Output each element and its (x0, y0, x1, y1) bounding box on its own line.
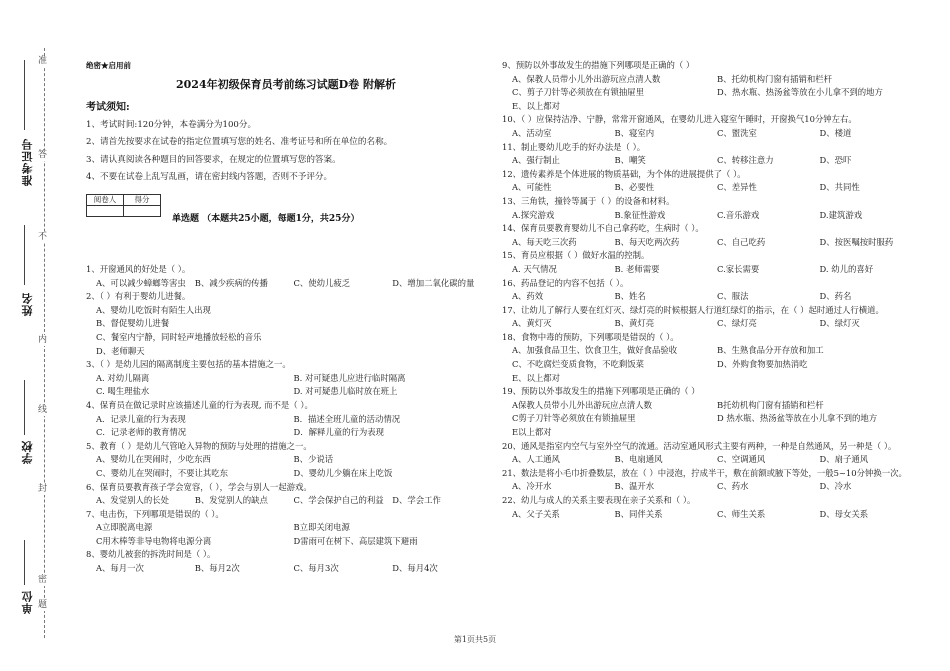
answer-option[interactable]: A、每月一次 (96, 563, 144, 574)
answer-option[interactable]: B、每天吃两次药 (614, 236, 680, 247)
cut-mark: 封 (38, 484, 48, 494)
answer-option[interactable]: B、发觉别人的缺点 (194, 495, 268, 506)
question-text: 16、药品登记的内容不包括（ ）。 (502, 277, 629, 288)
answer-option[interactable]: A、冷开水 (512, 481, 552, 492)
answer-option[interactable]: C剪子刀针等必须放在有锁抽屉里 (512, 413, 636, 424)
option-group (502, 263, 922, 277)
question-block (502, 277, 922, 304)
option-group (502, 154, 922, 168)
answer-option[interactable]: B、同伴关系 (614, 508, 663, 519)
answer-option[interactable]: A.探究游戏 (512, 209, 555, 220)
secret-label: 绝密★启用前 (86, 61, 131, 70)
answer-option[interactable]: B、温开水 (614, 481, 655, 492)
answer-option[interactable]: C、药水 (717, 481, 749, 492)
answer-option[interactable]: C．记录老师的教育情况 (96, 427, 187, 438)
question-block (86, 481, 491, 508)
answer-option[interactable]: B.象征性游戏 (614, 209, 666, 220)
answer-option[interactable]: A、强行制止 (512, 155, 560, 166)
answer-option[interactable]: C.家长需要 (717, 263, 760, 274)
answer-option[interactable]: D、楼道 (819, 127, 852, 138)
cut-mark: 题 (38, 600, 48, 610)
answer-option[interactable]: B、每月2次 (194, 563, 240, 574)
question-block (502, 440, 922, 467)
question-block (86, 358, 491, 399)
binding-margin (0, 0, 60, 671)
option-group (502, 399, 922, 440)
answer-option[interactable]: A、人工通风 (512, 454, 560, 465)
score-header: 得分 (124, 195, 161, 206)
answer-option[interactable]: B、姓名 (614, 291, 646, 302)
score-cell[interactable] (124, 206, 161, 217)
option-group (502, 453, 922, 467)
answer-option[interactable]: A、父子关系 (512, 508, 560, 519)
question-block (86, 508, 491, 549)
answer-option[interactable]: B. 老师需要 (614, 263, 660, 274)
answer-option[interactable]: D、恐吓 (819, 155, 852, 166)
option-group (502, 181, 922, 195)
question-block (502, 113, 922, 140)
option-group (86, 562, 491, 576)
question-text: 12、遗传素养是个体进展的物质基础，为个体的进展提供了（ ）。 (502, 168, 746, 179)
option-group (86, 521, 491, 548)
answer-option[interactable]: C、师生关系 (717, 508, 766, 519)
option-group (86, 277, 491, 291)
option-group (86, 494, 491, 508)
answer-option[interactable]: A、每天吃三次药 (512, 236, 577, 247)
answer-option[interactable]: B立即关闭电源 (293, 522, 350, 533)
reviewer-header: 阅卷人 (87, 195, 124, 206)
notice-list (86, 117, 486, 187)
answer-option[interactable]: A保教人员带小儿外出游玩应点清人数 (512, 399, 653, 410)
question-text: 18、食物中毒的预防，下列哪项是错误的（ ）。 (502, 331, 679, 342)
cut-mark: 线 (38, 405, 48, 415)
answer-option[interactable]: A、婴幼儿吃饭时有陌生人出现 (96, 304, 211, 315)
score-table (86, 194, 161, 217)
question-block (502, 141, 922, 168)
answer-option[interactable]: B、寝室内 (614, 127, 655, 138)
answer-option[interactable]: A、黄灯灭 (512, 318, 552, 329)
answer-option[interactable]: D雷雨可在树下、高层建筑下避雨 (293, 535, 418, 546)
notice-item: 3、请认真阅读各种题目的回答要求，在规定的位置填写您的答案。 (86, 154, 341, 165)
answer-option[interactable]: C、不吃腐烂变质食物，不吃剩饭菜 (512, 359, 645, 370)
option-group (86, 304, 491, 358)
answer-option[interactable]: D.建筑游戏 (819, 209, 863, 220)
answer-option[interactable]: E、以上都对 (512, 372, 560, 383)
questions-left-column (86, 263, 491, 576)
field-label-name: 姓名 (21, 292, 34, 316)
option-group (502, 508, 922, 522)
answer-option[interactable]: B、电扇通风 (614, 454, 663, 465)
answer-option[interactable]: D、外购食物要加热消吃 (717, 359, 808, 370)
question-text: 17、让幼儿了解行人要在红灯灭、绿灯亮的时候根据人行道红绿灯的指示，在（ ）起时通过人行横道。 (502, 304, 884, 315)
answer-option[interactable]: D、母女关系 (819, 508, 869, 519)
answer-option[interactable]: B．描述全班儿童的活动情况 (293, 413, 401, 424)
answer-option[interactable]: C、服法 (717, 291, 749, 302)
answer-option[interactable]: D、药名 (819, 291, 852, 302)
answer-option[interactable]: A、可能性 (512, 182, 552, 193)
cut-mark: 内 (38, 335, 48, 345)
question-text: 20、通风是指室内空气与室外空气的流通。活动室通风形式主要有两种，一种是自然通风，另一种是（ ）。 (502, 440, 897, 451)
answer-option[interactable]: B、必要性 (614, 182, 655, 193)
answer-option[interactable]: B、嘲笑 (614, 155, 646, 166)
answer-option[interactable]: D. 幼儿的喜好 (819, 263, 874, 274)
question-text: 19、预防以外事故发生的措施下列哪项是正确的（ ） (502, 386, 700, 397)
answer-option[interactable]: C.音乐游戏 (717, 209, 760, 220)
answer-option[interactable]: D、热水瓶、热汤盆等放在小儿拿不到的地方 (717, 87, 883, 98)
answer-option[interactable]: D、按医嘱按时服药 (819, 236, 894, 247)
answer-option[interactable]: E、以上都对 (512, 100, 560, 111)
cut-mark: 不 (38, 232, 48, 242)
answer-option[interactable]: E以上都对 (512, 427, 552, 438)
option-group (502, 317, 922, 331)
answer-option[interactable]: B、黄灯亮 (614, 318, 655, 329)
field-line-name[interactable] (24, 225, 25, 285)
answer-option[interactable]: D、婴幼儿少躺在床上吃饭 (293, 467, 393, 478)
option-group (502, 209, 922, 223)
question-text: 1、开窗通风的好处是（ ）。 (86, 264, 191, 274)
field-line-unit[interactable] (24, 540, 25, 585)
question-block (502, 385, 922, 439)
question-text: 11、制止婴幼儿吃手的好办法是（ ）。 (502, 141, 646, 152)
question-text: 14、保育员要教育婴幼儿不自己拿药吃，生病时（ ）。 (502, 223, 704, 234)
field-line-exam-id[interactable] (24, 60, 25, 130)
question-block (86, 399, 491, 440)
question-text: 3、（ ）是幼儿园的隔离制度主要包括的基本措施之一。 (86, 359, 291, 370)
answer-option[interactable]: C、学会保护自己的利益 (293, 495, 384, 506)
question-text: 8、婴幼儿被套的拆洗时间是（ ）。 (86, 549, 216, 560)
page-title: 2024年初级保育员考前练习试题D卷 附解析 (176, 78, 396, 91)
answer-option[interactable]: A、加强食品卫生、饮食卫生，做好食品验收 (512, 345, 678, 356)
notice-item: 1、考试时间:120分钟，本卷满分为100分。 (86, 120, 257, 130)
question-text: 9、预防以外事故发生的措施下列哪项是正确的（ ） (502, 60, 695, 70)
cut-mark: 密 (38, 575, 48, 585)
answer-option[interactable]: A、可以减少蟑螂等害虫 (96, 277, 186, 288)
question-block (86, 290, 491, 358)
answer-option[interactable]: C、婴幼儿在哭闹时，不要让其吃东 (96, 467, 229, 478)
answer-option[interactable]: C、空调通风 (717, 454, 766, 465)
answer-option[interactable]: D．解释儿童的行为表现 (293, 427, 384, 438)
question-text: 6、保育员要教育孩子学会宽容，（ ），学会与别人一起游戏。 (86, 481, 312, 492)
cut-mark: 答 (38, 150, 48, 160)
answer-option[interactable]: A、药效 (512, 291, 544, 302)
option-group (502, 344, 922, 385)
question-block (86, 440, 491, 481)
answer-option[interactable]: D、冷水 (819, 481, 852, 492)
question-text: 13、三角铁，撞铃等属于（ ）的设备和材料。 (502, 195, 675, 206)
answer-option[interactable]: D 热水瓶、热汤盆等放在小儿拿不到的地方 (717, 413, 878, 424)
option-group (502, 290, 922, 304)
notice-heading: 考试须知: (86, 102, 130, 113)
question-text: 4、保育员在做记录时应该描述儿童的行为表现, 而不是（ ）。 (86, 399, 313, 410)
answer-option[interactable]: C、自己吃药 (717, 236, 766, 247)
answer-option[interactable]: C、绿灯亮 (717, 318, 757, 329)
question-block (502, 304, 922, 331)
question-text: 2、（ ）有利于婴幼儿进餐。 (86, 291, 191, 302)
answer-option[interactable]: C、剪子刀针等必须放在有锁抽屉里 (512, 87, 645, 98)
answer-option[interactable]: A、保教人员带小儿外出游玩应点清人数 (512, 73, 661, 84)
notice-item: 4、不要在试卷上乱写乱画，请在密封线内答题，否则不予评分。 (86, 172, 333, 183)
answer-option[interactable]: D、扇子通风 (819, 454, 869, 465)
question-block (502, 168, 922, 195)
question-text: 21、数法是将小毛巾折叠数层，放在（ ）中浸泡，拧成半干，敷在前额或腋下等处，一般5~10分钟换一次。 (502, 467, 907, 478)
answer-option[interactable]: D、每月4次 (392, 563, 438, 574)
answer-option[interactable]: B、生熟食品分开存放和加工 (717, 345, 824, 356)
answer-option[interactable]: B托幼机构门窗有插销和栏杆 (717, 399, 824, 410)
answer-option[interactable]: A. 天气情况 (512, 263, 557, 274)
question-block (86, 263, 491, 290)
field-label-school: 学校 (21, 440, 34, 464)
answer-option[interactable]: B、少说话 (293, 454, 334, 465)
answer-option[interactable]: D、绿灯灭 (819, 318, 860, 329)
section-heading: 单选题 （本题共25小题，每题1分，共25分） (172, 214, 360, 224)
question-block (502, 59, 922, 113)
answer-option[interactable]: D、学会工作 (392, 495, 441, 506)
question-block (502, 331, 922, 385)
question-block (86, 548, 491, 575)
question-block (502, 494, 922, 521)
answer-option[interactable]: B、督促婴幼儿进餐 (96, 318, 170, 329)
answer-option[interactable]: B、托幼机构门窗有插销和栏杆 (717, 73, 833, 84)
answer-option[interactable]: A. 对幼儿隔离 (96, 372, 150, 383)
answer-option[interactable]: C、转移注意力 (717, 155, 774, 166)
notice-item: 2、请首先按要求在试卷的指定位置填写您的姓名、准考证号和所在单位的名称。 (86, 137, 393, 148)
option-group (502, 73, 922, 114)
answer-option[interactable]: A、发觉别人的长处 (96, 495, 170, 506)
answer-option[interactable]: C、每月3次 (293, 563, 339, 574)
answer-option[interactable]: B、减少疾病的传播 (194, 277, 268, 288)
question-text: 5、教育（ ）是幼儿气管呛入异物的预防与处理的措施之一。 (86, 440, 312, 451)
answer-option[interactable]: B. 对可疑患儿应进行临时隔离 (293, 372, 406, 383)
answer-option[interactable]: C、使幼儿疲乏 (293, 277, 351, 288)
option-group (86, 413, 491, 440)
option-group (502, 480, 922, 494)
option-group (86, 453, 491, 480)
answer-option[interactable]: D、增加二氧化碳的量 (392, 277, 475, 288)
question-text: 7、电击伤，下列哪项是错误的（ ）。 (86, 508, 224, 519)
field-line-school[interactable] (24, 380, 25, 435)
questions-right-column (502, 59, 922, 521)
answer-option[interactable]: A、婴幼儿在哭闹时，少吃东西 (96, 454, 211, 465)
answer-option[interactable]: C用木棒等非导电物将电源分离 (96, 535, 212, 546)
answer-option[interactable]: D、老师聊天 (96, 345, 145, 356)
answer-option[interactable]: A．记录儿童的行为表现 (96, 413, 186, 424)
answer-option[interactable]: A立即脱离电源 (96, 522, 153, 533)
question-block (502, 249, 922, 276)
answer-option[interactable]: C. 喝生理盐水 (96, 386, 150, 397)
answer-option[interactable]: C、盥洗室 (717, 127, 757, 138)
question-block (502, 222, 922, 249)
answer-option[interactable]: D、共同性 (819, 182, 860, 193)
answer-option[interactable]: D. 对可疑患儿临时放在班上 (293, 386, 398, 397)
answer-option[interactable]: A、活动室 (512, 127, 552, 138)
question-text: 15、育员应根据（ ）做好水温的控制。 (502, 250, 650, 261)
question-text: 10、（ ）应保持洁净、宁静，常常开窗通风，在婴幼儿进入寝室午睡时，开窗换气10分钟左右。 (502, 114, 857, 125)
field-label-exam-id: 准考证号 (21, 138, 34, 186)
question-text: 22、幼儿与成人的关系主要表现在亲子关系和（ ）。 (502, 495, 696, 505)
question-block (502, 467, 922, 494)
cut-mark: 准 (38, 56, 48, 66)
answer-option[interactable]: C、差异性 (717, 182, 757, 193)
option-group (502, 236, 922, 250)
option-group (502, 127, 922, 141)
answer-option[interactable]: C、餐室内宁静，同时轻声地播放轻松的音乐 (96, 331, 262, 342)
reviewer-cell[interactable] (87, 206, 124, 217)
page-footer: 第1页共5页 (453, 635, 497, 644)
question-block (502, 195, 922, 222)
field-label-unit: 单位 (21, 590, 34, 614)
option-group (86, 372, 491, 399)
